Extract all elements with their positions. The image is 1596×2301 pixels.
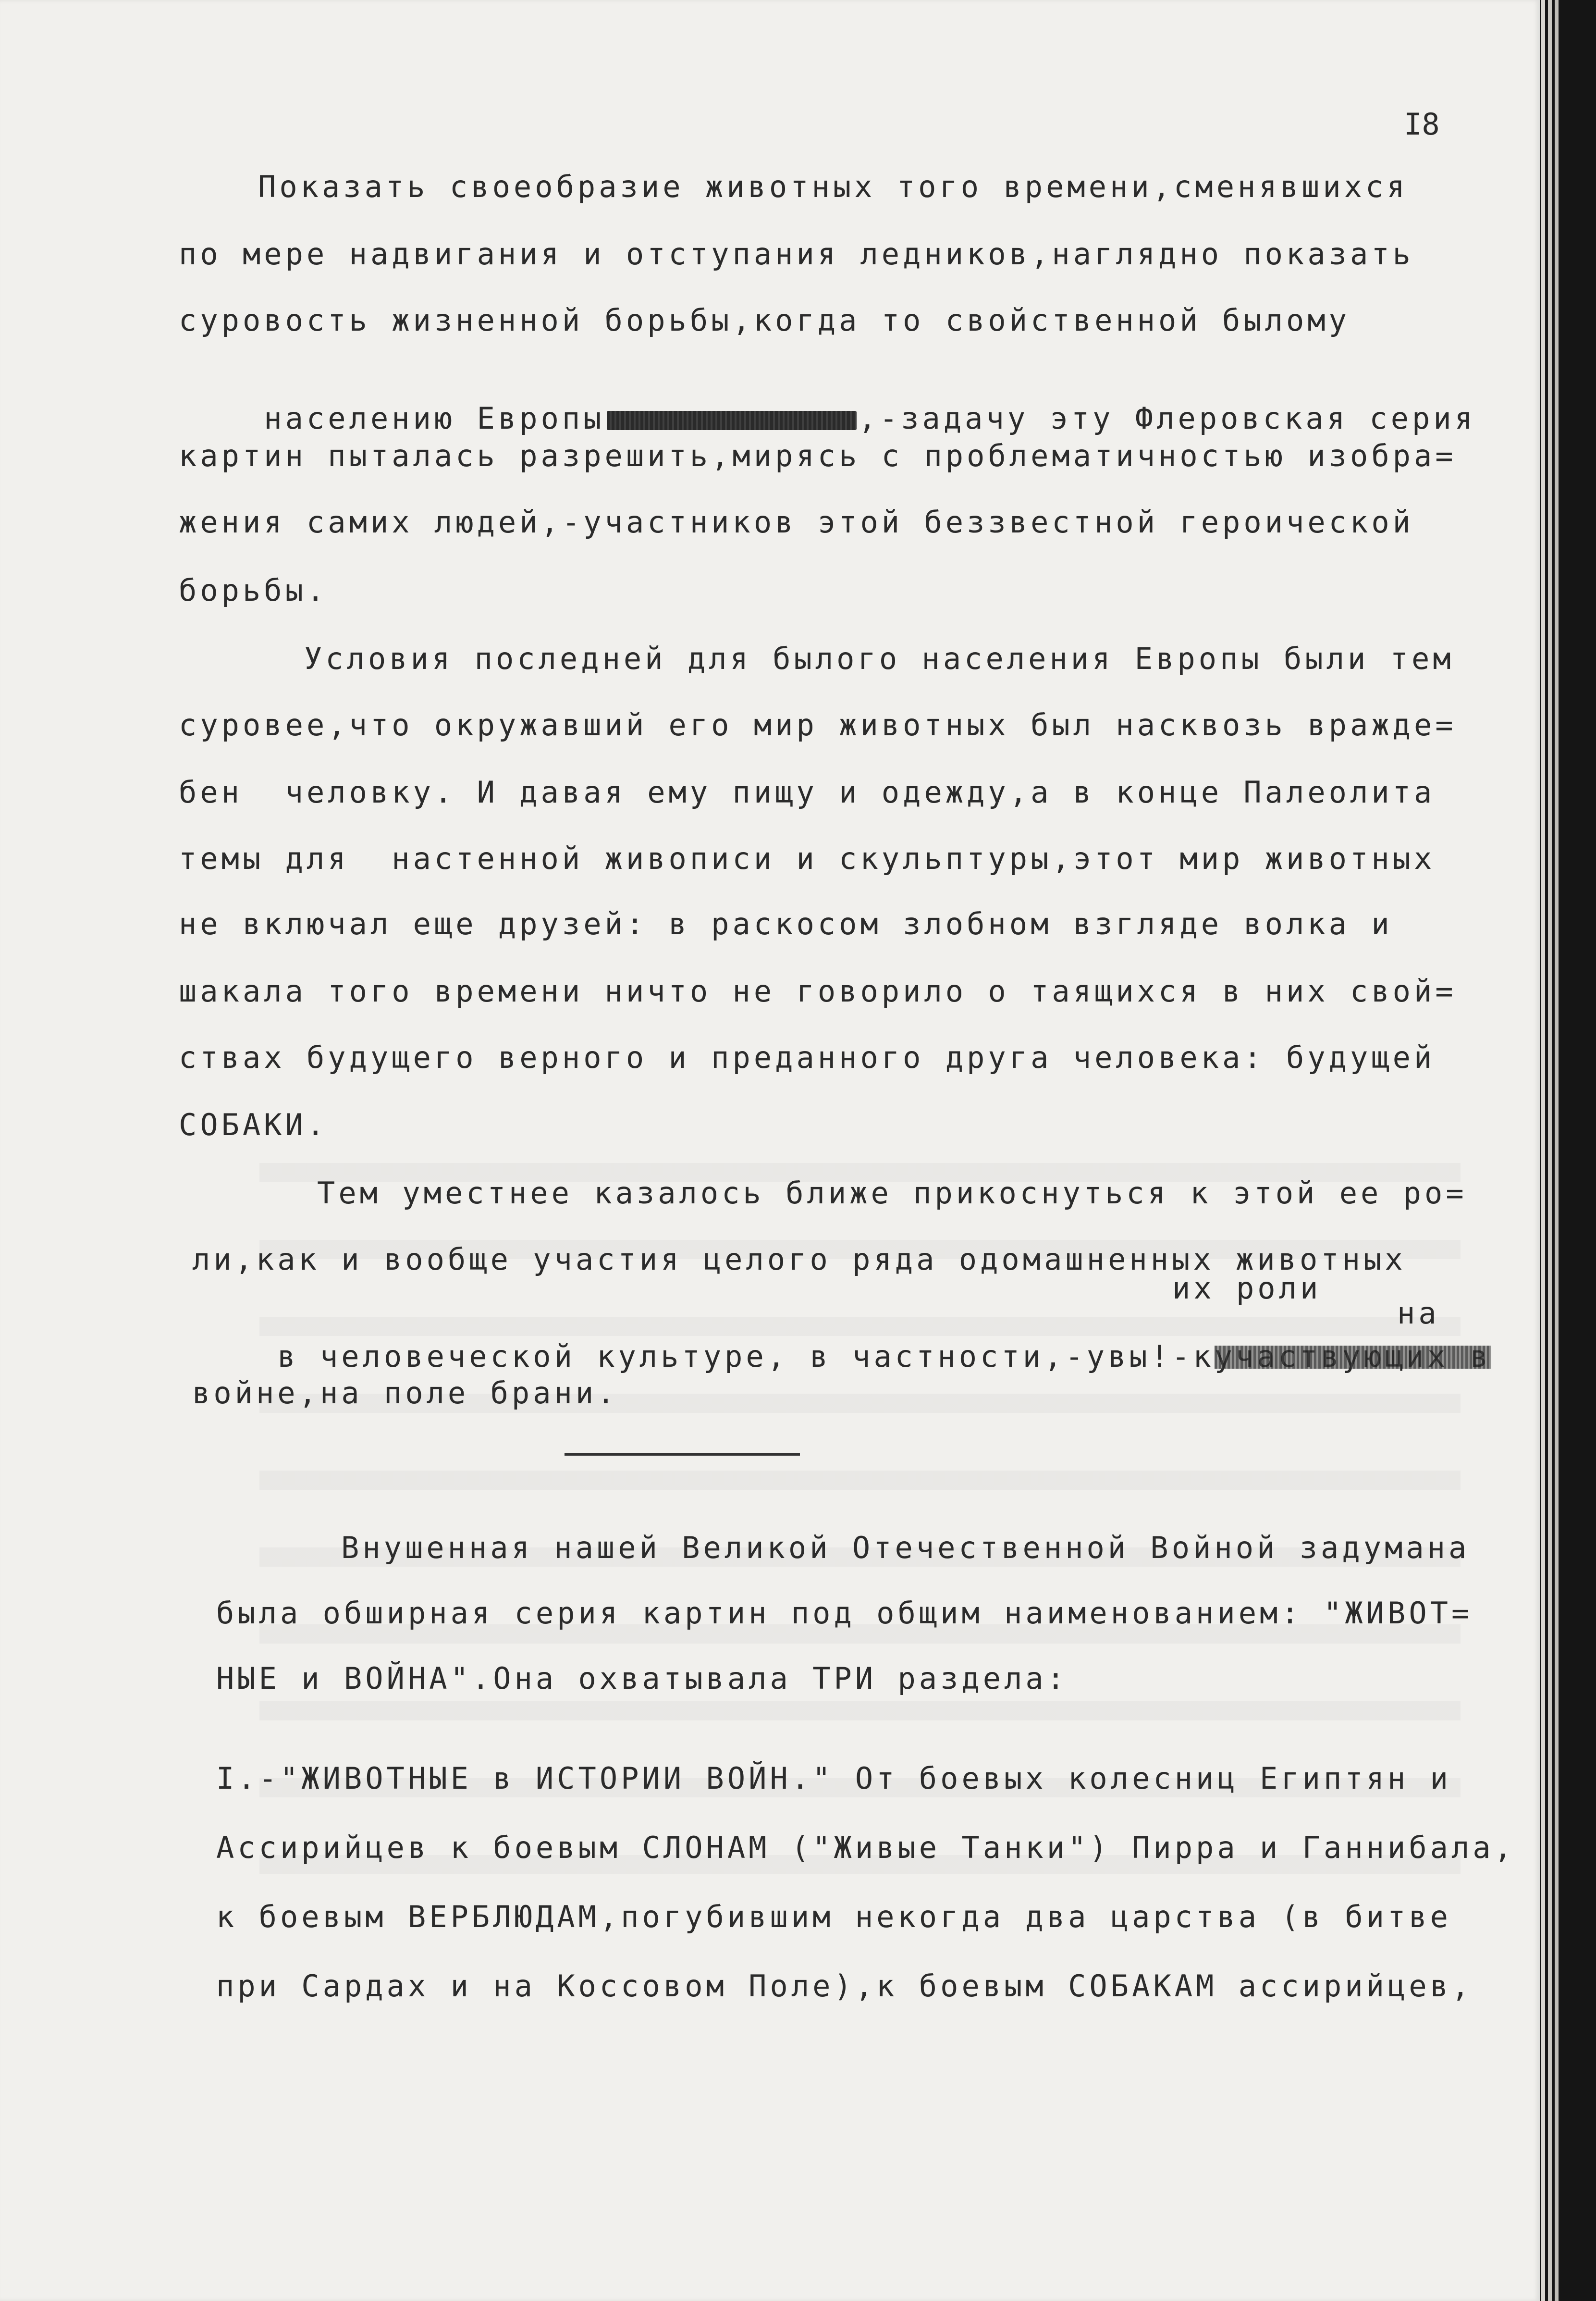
text-line: к боевым ВЕРБЛЮДАМ,погубившим некогда два царства (в битве xyxy=(216,1899,1451,1934)
text-line: Показать своеобразие животных того времени,сменявшихся xyxy=(258,169,1408,204)
text-line: суровость жизненной борьбы,когда то свойственной былому xyxy=(179,303,1350,338)
text-line: была обширная серия картин под общим наименованием: "ЖИВОТ= xyxy=(216,1596,1473,1631)
text-line: шакала того времени ничто не говорило о таящихся в них свой= xyxy=(179,974,1457,1009)
text-line: ствах будущего верного и преданного друга человека: будущей xyxy=(179,1040,1436,1075)
text-line: СОБАКИ. xyxy=(179,1107,328,1142)
text-line: войне,на поле брани. xyxy=(192,1375,618,1410)
text-line: суровее,что окружавший его мир животных был насквозь вражде= xyxy=(179,707,1457,742)
page-edge xyxy=(1548,0,1552,2301)
text-line: Внушенная нашей Великой Отечественной Войной задумана xyxy=(341,1530,1470,1565)
text-line: ли,как и вообще участия целого ряда одомашненных животных xyxy=(192,1242,1406,1277)
text-line: картин пыталась разрешить,мирясь с проблематичностью изобра= xyxy=(179,438,1457,473)
text-line: Ассирийцев к боевым СЛОНАМ ("Живые Танки") Пирра и Ганнибала, xyxy=(216,1830,1515,1865)
section-divider xyxy=(565,1453,800,1456)
page-edge xyxy=(1541,0,1545,2301)
text-line: не включал еще друзей: в раскосом злобном взгляде волка и xyxy=(179,906,1393,941)
overtyped-word xyxy=(1215,1342,1491,1372)
interlinear-insertion: их роли xyxy=(1172,1271,1322,1306)
text-line: НЫЕ и ВОЙНА".Она охватывала ТРИ раздела: xyxy=(216,1661,1068,1696)
text-line: Тем уместнее казалось ближе прикоснуться к этой ее ро= xyxy=(317,1175,1467,1211)
overtype-mask xyxy=(1215,1346,1491,1369)
struck-out-word xyxy=(607,411,857,430)
page-number: I8 xyxy=(1404,107,1440,142)
text-line: бен человку. И давая ему пищу и одежду,а в конце Палеолита xyxy=(179,775,1436,810)
text-line: Условия последней для былого населения Европы были тем xyxy=(304,641,1454,676)
text-fragment: ,-задачу эту Флеровская серия xyxy=(858,401,1476,436)
text-fragment: в человеческой культуре, в частности,-увы!-к xyxy=(277,1339,1215,1374)
text-line: по мере надвигания и отступания ледников,наглядно показать xyxy=(179,236,1414,272)
marginal-insertion: на xyxy=(1397,1296,1440,1331)
page-edge xyxy=(1555,0,1559,2301)
text-line: при Сардах и на Коссовом Поле),к боевым СОБАКАМ ассирийцев, xyxy=(216,1968,1473,2004)
bleed-through-text xyxy=(259,1105,1461,1922)
text-line: жения самих людей,-участников этой беззвестной героической xyxy=(179,505,1414,540)
text-line: темы для настенной живописи и скульптуры,этот мир животных xyxy=(179,841,1436,876)
text-line: I.-"ЖИВОТНЫЕ в ИСТОРИИ ВОЙН." От боевых колесниц Египтян и xyxy=(216,1761,1451,1796)
text-fragment: населению Европы xyxy=(264,401,605,436)
text-line: борьбы. xyxy=(179,573,328,608)
